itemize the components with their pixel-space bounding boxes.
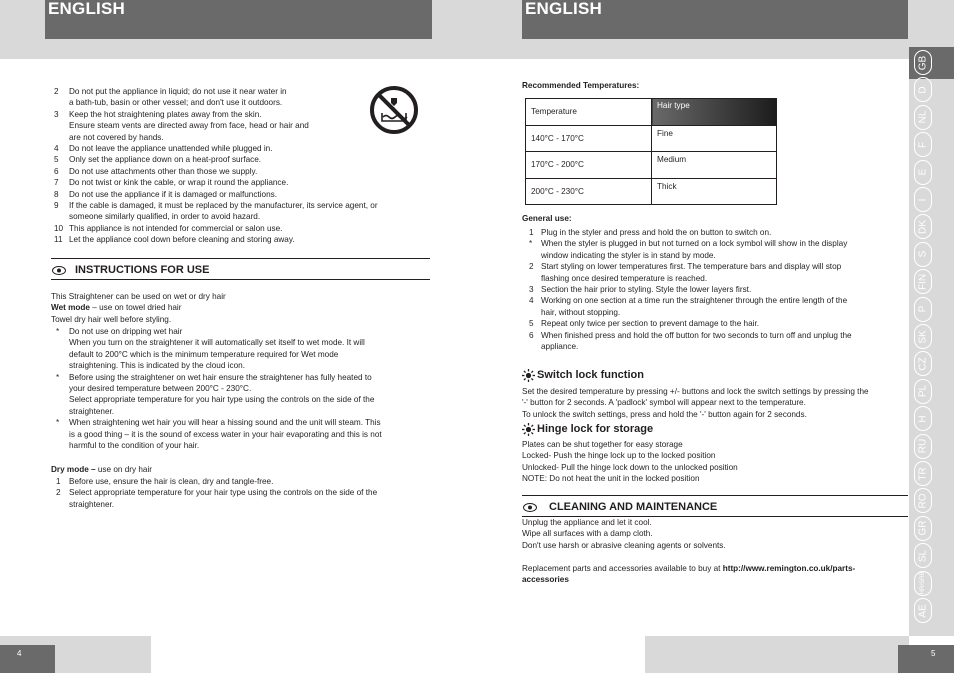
list-item-text: Working on one section at a time run the straightener through the entire length of the: [541, 296, 848, 306]
list-item-text: Do not use the appliance if it is damaged or malfunctions.: [69, 189, 277, 199]
settings-sun-icon: [522, 423, 535, 436]
header-bar: [522, 0, 908, 39]
switch-lock-title: Switch lock function: [537, 369, 644, 381]
list-item-number: 8: [54, 189, 59, 199]
table-cell: 170°C - 200°C: [526, 152, 652, 179]
eye-icon: [52, 266, 66, 275]
list-item-text: hair, without stopping.: [541, 307, 621, 317]
list-item-text: straightening. This is indicated by the cloud icon.: [69, 361, 245, 371]
divider: [522, 495, 908, 496]
language-tab-sl[interactable]: [914, 543, 932, 568]
list-item-number: 3: [529, 285, 534, 294]
list-item-text: a bath-tub, basin or other vessel; and don't use it outdoors.: [69, 98, 283, 108]
table-cell: Fine: [652, 125, 777, 152]
wet-mode-rest: – use on towel dried hair: [89, 303, 182, 312]
list-item-number: 5: [54, 155, 59, 165]
footer-band: [645, 636, 909, 673]
page-number-box: [898, 645, 954, 673]
language-tab-cz[interactable]: [914, 351, 932, 376]
temperature-table: [525, 98, 777, 205]
page-number: 5: [931, 649, 936, 658]
eye-icon: [523, 503, 537, 512]
hinge-lock-title: Hinge lock for storage: [537, 423, 654, 435]
replacement-link[interactable]: http://www.remington.co.uk/parts-: [722, 564, 856, 573]
list-item-text: Repeat only twice per section to prevent damage to the hair.: [541, 319, 760, 329]
language-tab-ro[interactable]: [914, 488, 932, 513]
list-item-text: Do not use attachments other than those we supply.: [69, 166, 258, 176]
language-tab-label: PL: [917, 385, 929, 398]
list-item-text: Before use, ensure the hair is clean, dry and tangle-free.: [69, 477, 274, 486]
language-tab-dk[interactable]: [914, 214, 932, 239]
list-item-text: Select appropriate temperature for you hair type using the controls on the side of the: [69, 395, 375, 405]
list-item-number: 6: [529, 330, 534, 340]
language-tab-label: FIN: [917, 273, 929, 290]
language-tab-pl[interactable]: [914, 379, 932, 404]
language-tab-label: GB: [917, 55, 929, 70]
replacement-line: [522, 563, 855, 574]
table-header: Temperature: [526, 99, 652, 126]
text-line: Plates can be shut together for easy storage: [522, 440, 683, 449]
language-tab-f[interactable]: [914, 132, 932, 157]
list-item-number: 5: [529, 319, 534, 329]
list-item-text: This appliance is not intended for commercial or salon use.: [69, 223, 283, 233]
page-number-box: [0, 645, 55, 673]
table-row: [526, 152, 777, 179]
list-item-number: *: [56, 372, 60, 382]
list-item-text: straightener.: [69, 499, 115, 509]
list-item-number: 7: [54, 178, 59, 188]
language-tab-label: TR: [917, 466, 929, 481]
language-tab-label: H: [917, 415, 929, 423]
language-tab-i[interactable]: [914, 187, 932, 212]
language-tab-label: HR/SRB: [920, 571, 926, 595]
cleaning-title: CLEANING AND MAINTENANCE: [549, 501, 718, 513]
language-tab-h[interactable]: [914, 406, 932, 431]
list-item-text: Plug in the styler and press and hold the on button to switch on.: [541, 228, 772, 237]
list-item-text: When you turn on the straightener it will automatically set itself to wet mode. It will: [69, 338, 365, 348]
list-item-text: Let the appliance cool down before cleaning and storing away.: [69, 235, 295, 245]
list-item-text: Section the hair prior to styling. Style the lower layers first.: [541, 285, 752, 294]
language-tab-label: F: [917, 141, 929, 148]
no-water-warning-icon: [369, 85, 419, 135]
list-item-number: 4: [54, 144, 59, 153]
list-item-text: flashing once desired temperature is reached.: [541, 273, 708, 283]
header-title: ENGLISH: [525, 0, 602, 18]
language-tab-label: E: [917, 168, 929, 176]
language-tab-label: I: [917, 198, 929, 201]
list-item-number: *: [56, 327, 60, 336]
list-item-text: Do not put the appliance in liquid; do not use it near water in: [69, 87, 287, 96]
list-item-text: harmful to the condition of your hair.: [69, 441, 200, 450]
list-item-text: are not covered by hands.: [69, 132, 164, 142]
wet-mode-label: Wet mode: [51, 303, 90, 312]
list-item-number: 9: [54, 201, 59, 210]
text-line: To unlock the switch settings, press and hold the '-' button again for 2 seconds.: [522, 409, 807, 419]
list-item-number: *: [529, 239, 533, 249]
language-tab-sk[interactable]: [914, 324, 932, 349]
list-item-text: Only set the appliance down on a heat-proof surface.: [69, 155, 262, 165]
list-item-text: Start styling on lower temperatures first. The temperature bars and display will stop: [541, 262, 842, 272]
list-item-text: is a good thing – it is the sound of excess water in your hair evaporating and this is not: [69, 429, 382, 439]
language-tab-label: SK: [917, 329, 929, 344]
table-cell: Thick: [652, 178, 777, 205]
towel-dry-text: Towel dry hair well before styling.: [51, 315, 172, 324]
language-tab-ae[interactable]: [914, 598, 932, 623]
replacement-text: Replacement parts and accessories available to buy at: [522, 564, 723, 573]
list-item-number: *: [56, 418, 60, 428]
intro-text: This Straightener can be used on wet or dry hair: [51, 292, 226, 301]
recommended-title: Recommended Temperatures:: [522, 81, 640, 90]
list-item-text: When finished press and hold the off button for two seconds to turn off and unplug the: [541, 330, 852, 340]
list-item-number: 11: [54, 235, 63, 245]
text-line: Locked- Push the hinge lock up to the locked position: [522, 451, 716, 461]
list-item-number: 3: [54, 109, 59, 119]
language-tab-nl[interactable]: [914, 105, 932, 130]
text-line: NOTE: Do not heat the unit in the locked position: [522, 474, 700, 484]
language-tab-label: RO: [917, 493, 929, 509]
page-number: 4: [17, 649, 22, 658]
list-item-text: Do not twist or kink the cable, or wrap it round the appliance.: [69, 178, 289, 188]
text-line: Unplug the appliance and let it cool.: [522, 518, 652, 527]
language-tab-label: RU: [917, 438, 929, 454]
table-cell: 200°C - 230°C: [526, 178, 652, 205]
language-tab-label: P: [917, 305, 929, 313]
language-tab-e[interactable]: [914, 160, 932, 185]
replacement-link[interactable]: accessories: [522, 575, 569, 584]
dry-mode-rest: use on dry hair: [95, 465, 153, 474]
list-item-text: someone similarly qualified, in order to avoid hazard.: [69, 212, 261, 222]
list-item-number: 1: [529, 228, 534, 237]
table-cell: 140°C - 170°C: [526, 125, 652, 152]
list-item-number: 2: [529, 262, 534, 272]
language-tab-p[interactable]: [914, 297, 932, 322]
settings-sun-icon: [522, 369, 535, 382]
dry-mode-label: Dry mode –: [51, 465, 96, 474]
language-tab-hrsrb[interactable]: [914, 571, 932, 596]
language-tab-label: AE: [917, 603, 929, 618]
divider: [51, 279, 430, 280]
list-item-text: straightener.: [69, 406, 115, 416]
language-tab-tr[interactable]: [914, 461, 932, 486]
language-tab-label: S: [917, 250, 929, 258]
language-tab-label: CZ: [917, 357, 929, 371]
language-tab-gb[interactable]: [914, 50, 932, 75]
list-item-text: When the styler is plugged in but not turned on a lock symbol will show in the display: [541, 239, 848, 249]
list-item-text: window indicating the styler is in stand by mode.: [541, 250, 716, 260]
language-tab-label: NL: [917, 110, 929, 124]
list-item-number: 1: [56, 477, 61, 486]
divider: [51, 258, 430, 259]
table-header: Hair type: [652, 99, 777, 126]
text-line: Don't use harsh or abrasive cleaning agents or solvents.: [522, 540, 726, 550]
list-item-text: your desired temperature between 200°C - 230°C.: [69, 384, 252, 393]
text-line: Set the desired temperature by pressing +/- buttons and lock the switch settings by pressing the: [522, 387, 869, 396]
language-tab-label: SL: [917, 549, 929, 562]
list-item-text: Do not use on dripping wet hair: [69, 327, 183, 336]
language-tab-fin[interactable]: [914, 269, 932, 294]
language-tabs: [909, 47, 954, 636]
list-item-text: default to 200°C which is the minimum temperature required for Wet mode: [69, 349, 339, 359]
list-item-number: 10: [54, 223, 64, 233]
list-item-number: 6: [54, 166, 59, 176]
list-item-number: 2: [56, 488, 61, 498]
wet-mode-line: [51, 302, 181, 313]
language-tab-ru[interactable]: [914, 434, 932, 459]
list-item-number: 4: [529, 296, 534, 306]
text-line: Unlocked- Pull the hinge lock down to the unlocked position: [522, 462, 738, 472]
table-cell: Medium: [652, 152, 777, 179]
text-line: '-' button for 2 seconds. A 'padlock' symbol will appear next to the temperature.: [522, 398, 806, 408]
list-item-text: If the cable is damaged, it must be replaced by the manufacturer, its service agent, or: [69, 201, 378, 210]
list-item-text: Keep the hot straightening plates away from the skin.: [69, 109, 262, 119]
instructions-title: INSTRUCTIONS FOR USE: [75, 264, 210, 276]
right-page: [477, 0, 954, 673]
header-title: ENGLISH: [48, 0, 125, 18]
list-item-text: When straightening wet hair you will hear a hissing sound and the unit will steam. This: [69, 418, 381, 428]
text-line: Wipe all surfaces with a damp cloth.: [522, 529, 653, 539]
language-tab-label: GR: [917, 520, 929, 536]
language-tab-gr[interactable]: [914, 516, 932, 541]
table-row: [526, 178, 777, 205]
general-use-title: General use:: [522, 214, 572, 223]
list-item-number: 2: [54, 87, 59, 96]
language-tab-label: D: [917, 86, 929, 94]
table-row: [526, 125, 777, 152]
language-tab-s[interactable]: [914, 242, 932, 267]
dry-mode-line: [51, 464, 152, 475]
list-item-text: appliance.: [541, 342, 579, 351]
table-header-row: [526, 99, 777, 126]
list-item-text: Select appropriate temperature for your hair type using the controls on the side of the: [69, 488, 378, 498]
list-item-text: Ensure steam vents are directed away from face, head or hair and: [69, 121, 309, 131]
list-item-text: Do not leave the appliance unattended while plugged in.: [69, 144, 273, 153]
header-bar: [45, 0, 432, 39]
language-tab-d[interactable]: [914, 77, 932, 102]
language-tab-label: DK: [917, 219, 929, 234]
list-item-text: Before using the straightener on wet hair ensure the straightener has fully heated to: [69, 372, 372, 382]
